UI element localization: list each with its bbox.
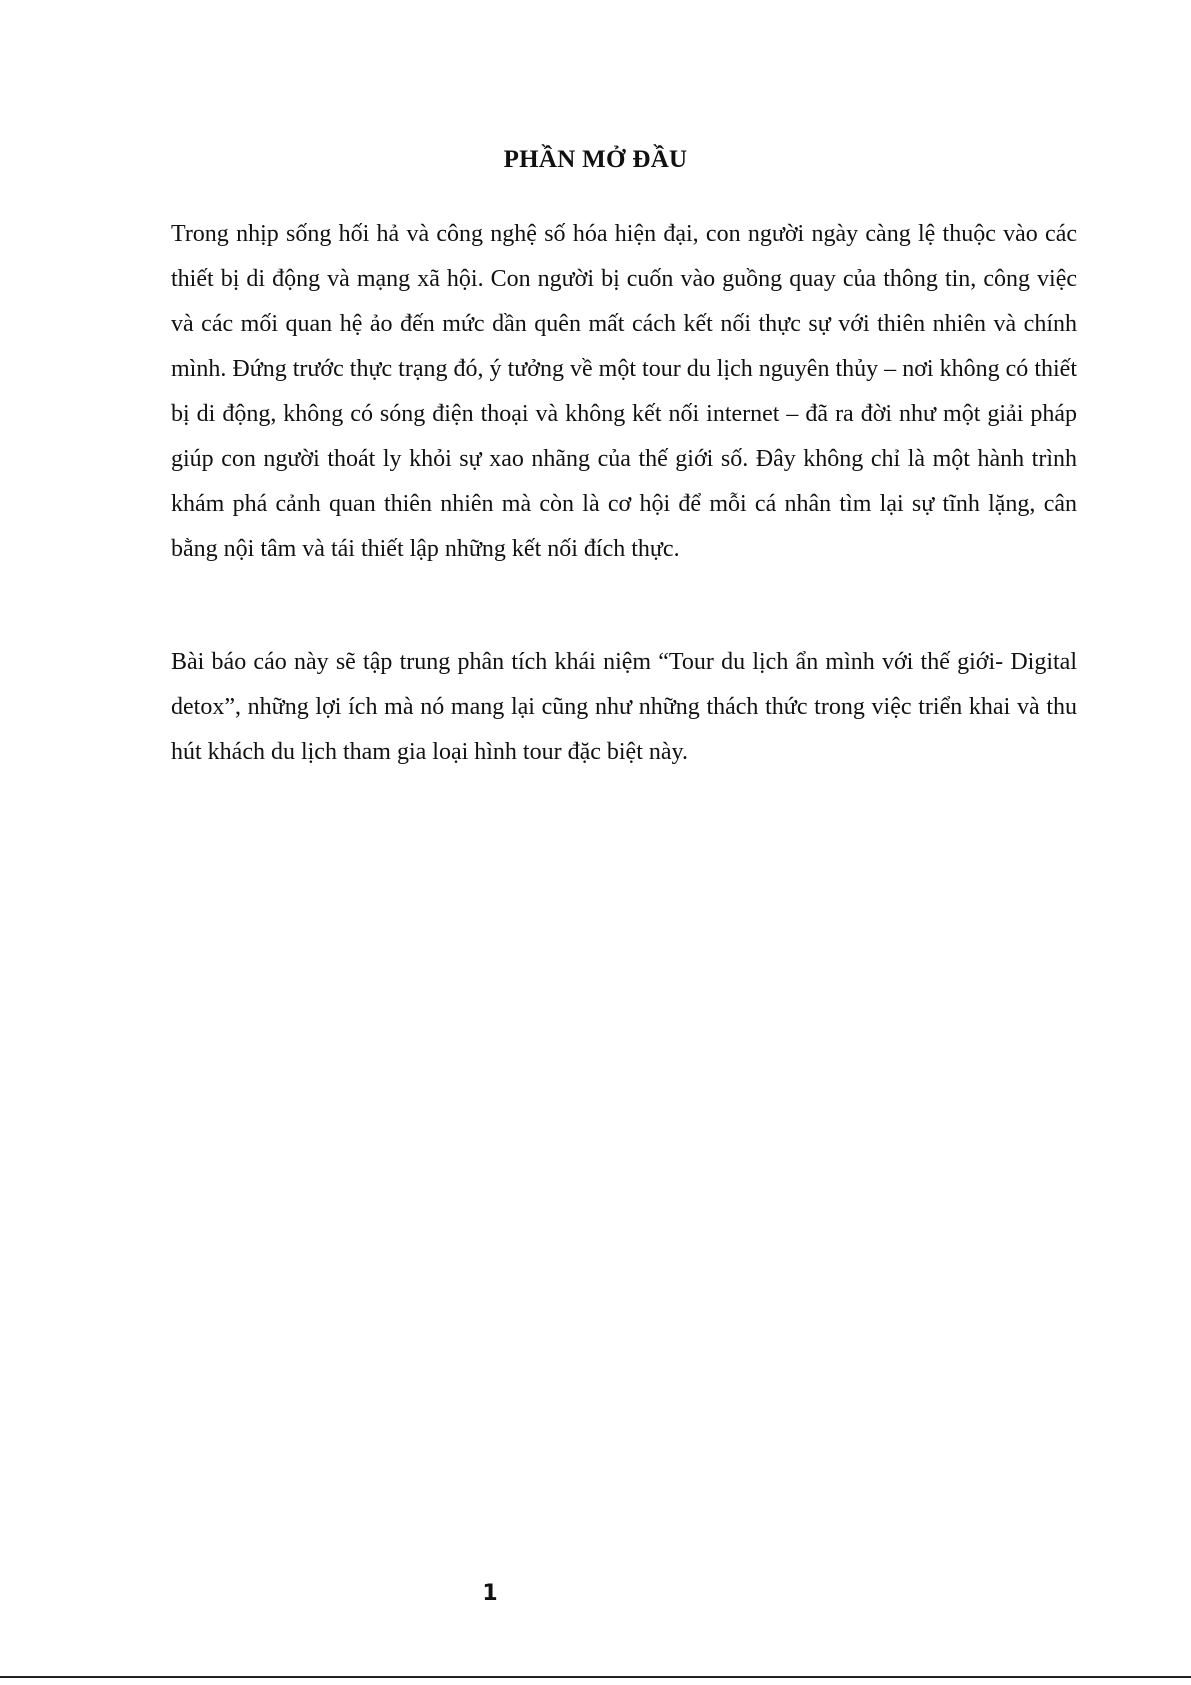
footer-divider (0, 1676, 1191, 1678)
section-heading: PHẦN MỞ ĐẦU (503, 146, 688, 173)
scope-paragraph: Bài báo cáo này sẽ tập trung phân tích khái niệm “Tour du lịch ẩn mình với thế giới- Digital detox”, những lợi ích mà nó mang lại cũng như những thách thức trong việc triển khai và thu hút khách du lịch tham gia loại hình tour đặc biệt này. (171, 649, 1077, 765)
page-number: 1 (482, 1581, 498, 1606)
intro-paragraph: Trong nhịp sống hối hả và công nghệ số hóa hiện đại, con người ngày càng lệ thuộc vào các thiết bị di động và mạng xã hội. Con người bị cuốn vào guồng quay của thông tin, công việc và các mối quan hệ ảo đến mức dần quên mất cách kết nối thực sự với thiên nhiên và chính mình. Đứng trước thực trạng đó, ý tưởng về một tour du lịch nguyên thủy – nơi không có thiết bị di động, không có sóng điện thoại và không kết nối internet – đã ra đời như một giải pháp giúp con người thoát ly khỏi sự xao nhãng của thế giới số. Đây không chỉ là một hành trình khám phá cảnh quan thiên nhiên mà còn là cơ hội để mỗi cá nhân tìm lại sự tĩnh lặng, cân bằng nội tâm và tái thiết lập những kết nối đích thực. (171, 221, 1077, 562)
